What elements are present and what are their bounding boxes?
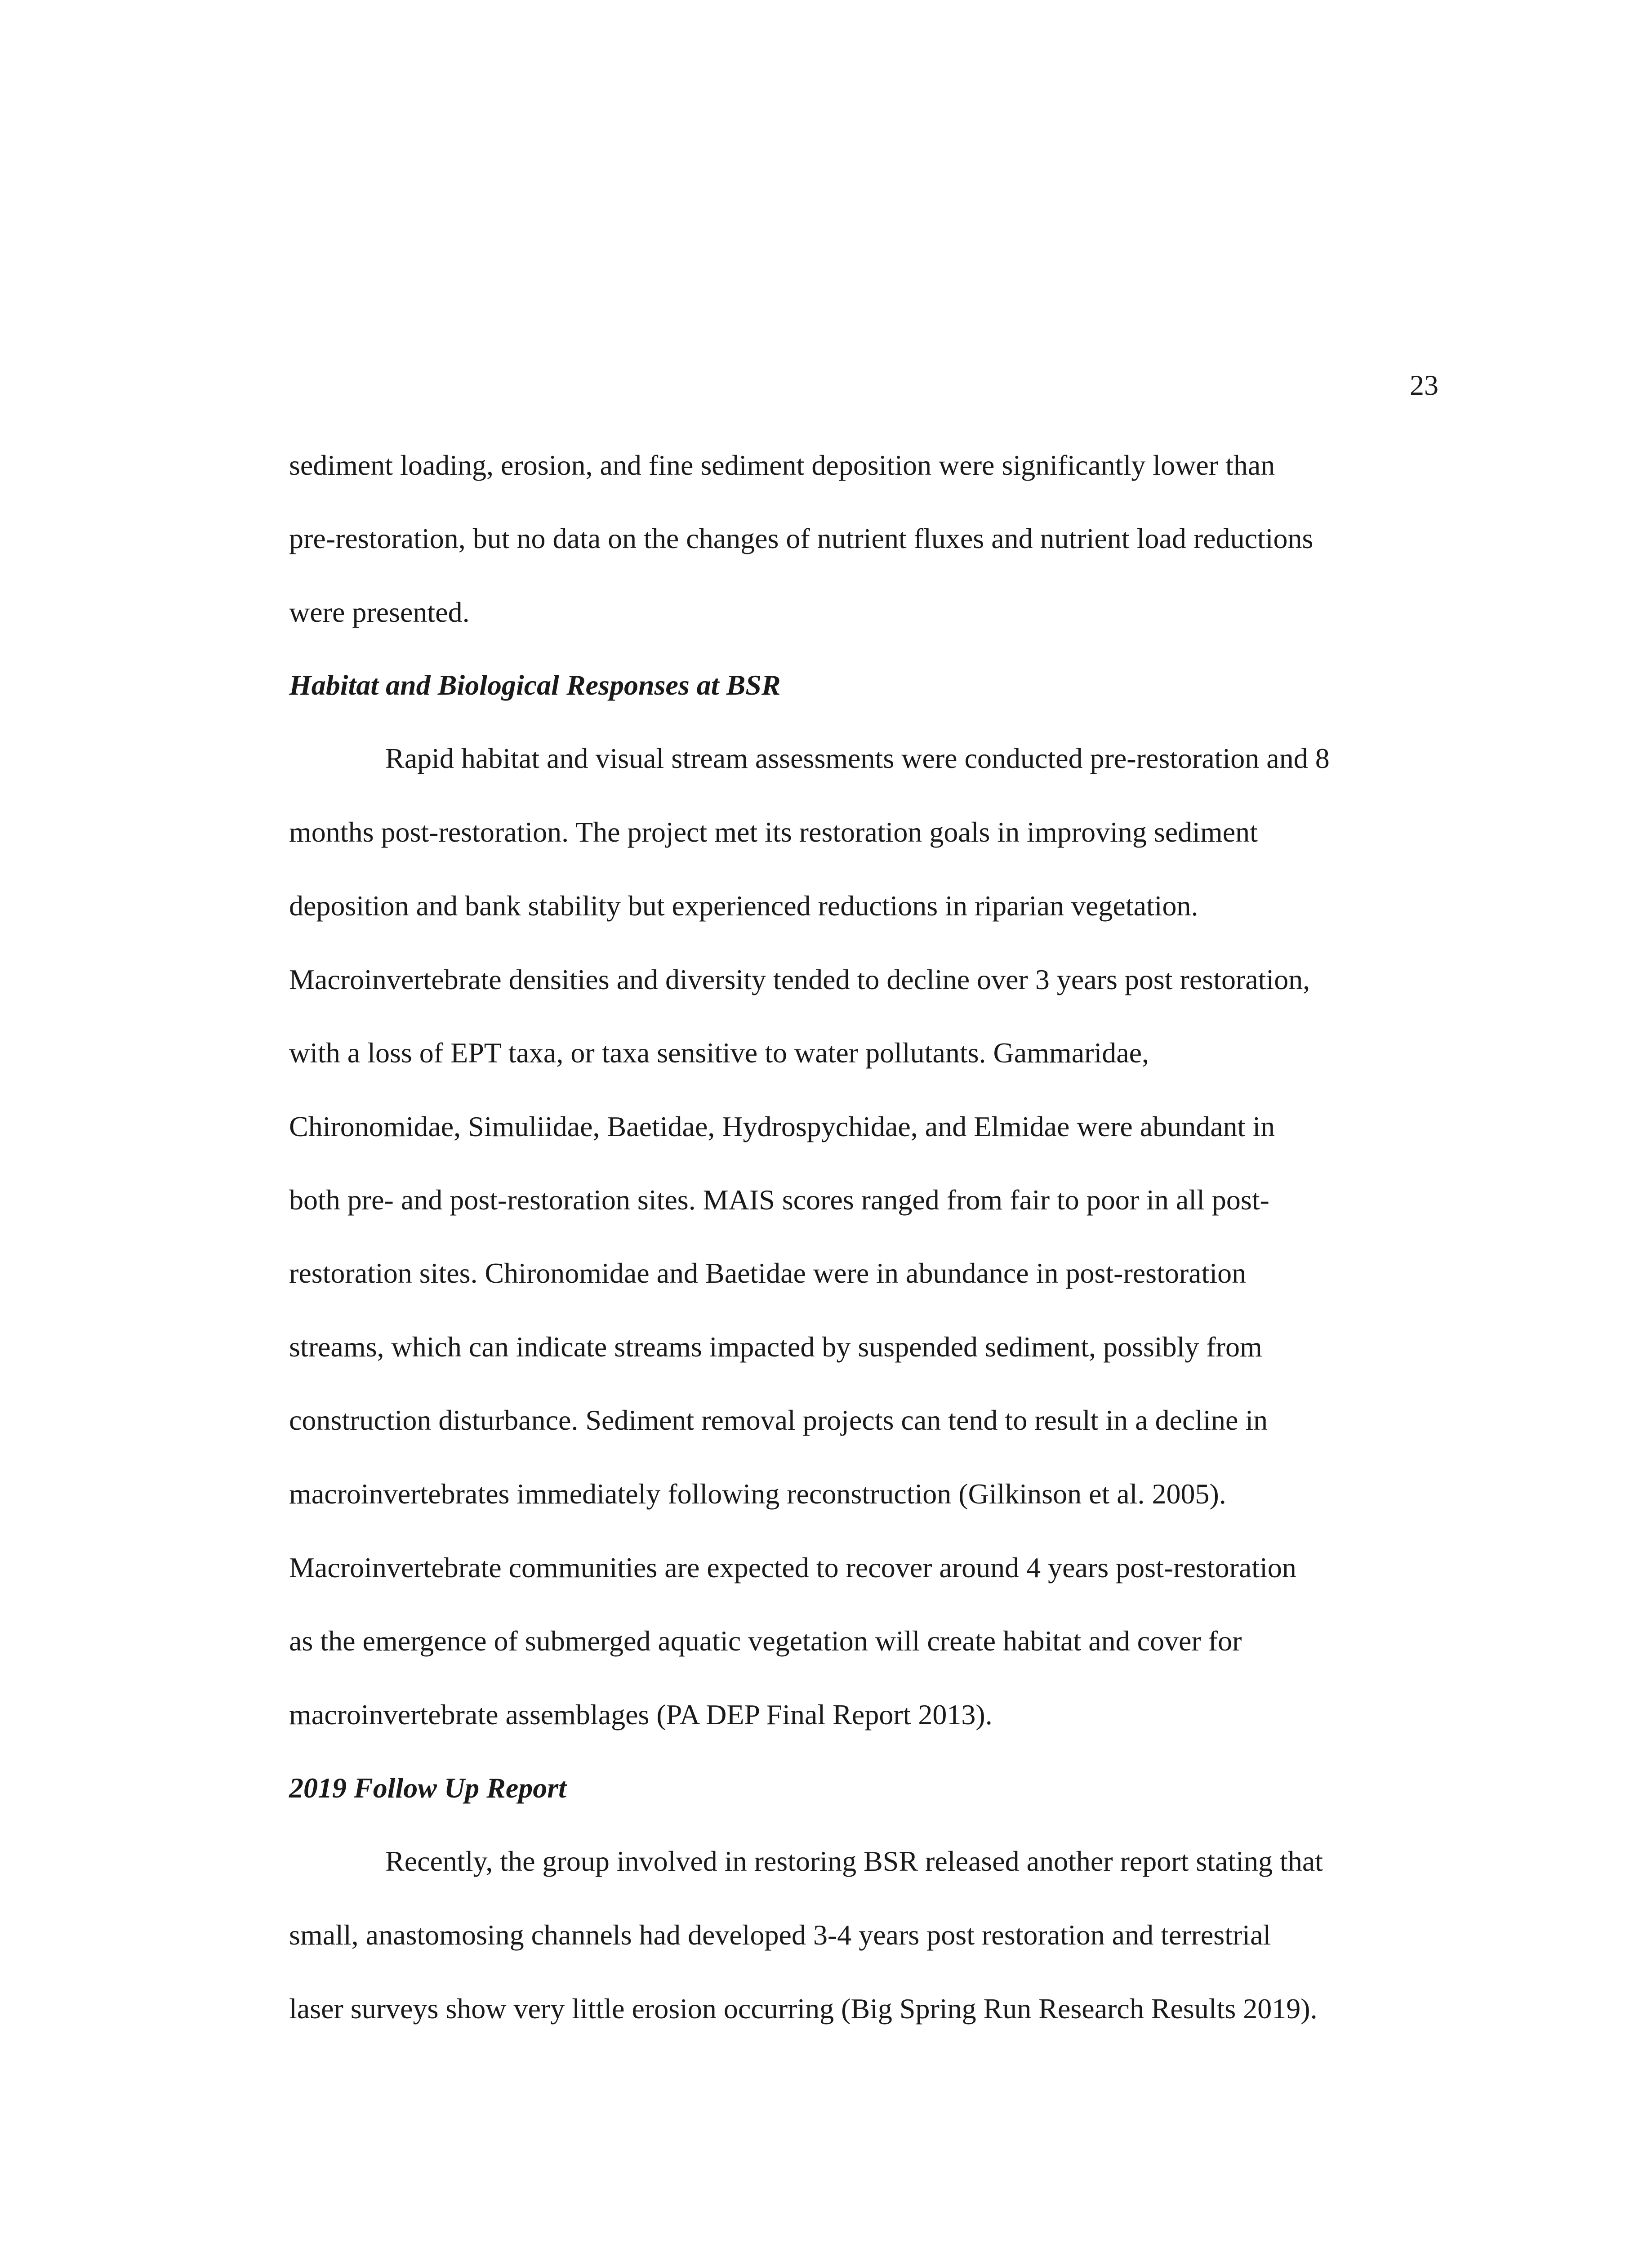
section-heading: Habitat and Biological Responses at BSR: [289, 669, 781, 701]
text-line: Macroinvertebrate densities and diversity tended to decline over 3 years post restoration,: [289, 963, 1310, 995]
page-number: 23: [1410, 369, 1438, 401]
text-line: both pre- and post-restoration sites. MAIS scores ranged from fair to poor in all post-: [289, 1184, 1269, 1216]
text-line: laser surveys show very little erosion occurring (Big Spring Run Research Results 2019).: [289, 1993, 1318, 2025]
text-line: sediment loading, erosion, and fine sediment deposition were significantly lower than: [289, 449, 1275, 481]
text-line: with a loss of EPT taxa, or taxa sensitive to water pollutants. Gammaridae,: [289, 1037, 1149, 1069]
text-line: were presented.: [289, 596, 470, 628]
section-heading: 2019 Follow Up Report: [289, 1772, 566, 1804]
text-line: macroinvertebrate assemblages (PA DEP Final Report 2013).: [289, 1699, 993, 1731]
text-line: restoration sites. Chironomidae and Baetidae were in abundance in post-restoration: [289, 1257, 1247, 1289]
text-line: small, anastomosing channels had developed 3-4 years post restoration and terrestrial: [289, 1919, 1271, 1951]
text-line: macroinvertebrates immediately following reconstruction (Gilkinson et al. 2005).: [289, 1478, 1226, 1510]
text-line: pre-restoration, but no data on the changes of nutrient fluxes and nutrient load reductions: [289, 522, 1314, 554]
text-line: Recently, the group involved in restoring BSR released another report stating that: [385, 1845, 1323, 1877]
text-line: Rapid habitat and visual stream assessments were conducted pre-restoration and 8: [385, 742, 1330, 774]
text-line: as the emergence of submerged aquatic vegetation will create habitat and cover for: [289, 1625, 1242, 1657]
text-line: Macroinvertebrate communities are expected to recover around 4 years post-restoration: [289, 1552, 1296, 1583]
text-line: construction disturbance. Sediment removal projects can tend to result in a decline in: [289, 1404, 1268, 1436]
text-line: deposition and bank stability but experienced reductions in riparian vegetation.: [289, 890, 1198, 922]
text-line: streams, which can indicate streams impacted by suspended sediment, possibly from: [289, 1331, 1262, 1363]
text-line: Chironomidae, Simuliidae, Baetidae, Hydrospychidae, and Elmidae were abundant in: [289, 1111, 1275, 1142]
text-line: months post-restoration. The project met its restoration goals in improving sediment: [289, 816, 1258, 848]
